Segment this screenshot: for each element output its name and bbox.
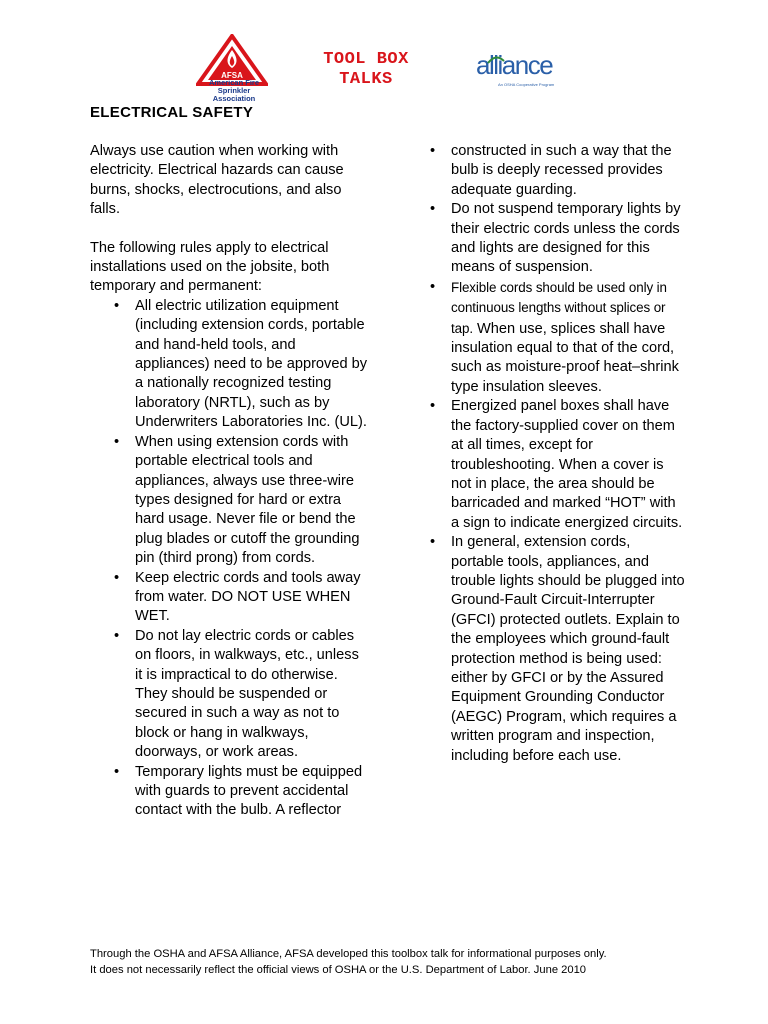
list-item: • Do not suspend temporary lights by their electric cords unless the cords and lights are designed for this means of suspension. (430, 200, 686, 278)
flexible-cords-text: Flexible cords should be used only in continuous lengths without splices or tap. (451, 279, 667, 336)
list-item: • In general, extension cords, portable tools, appliances, and trouble lights should be plugged into Ground-Fault Circuit-Interrupter (GFCI) protected outlets. Explain to the employees which ground-fault protection method is being used: either by GFCI or by the Assured Equipment Grounding Conductor (AEGC) Program, which requires a written program and inspection, including before each use. (430, 533, 686, 766)
toolbox-line-2: TALKS (339, 70, 393, 89)
list-item: • constructed in such a way that the bulb is deeply recessed provides adequate guarding. (430, 142, 686, 200)
list-item-flexible-cords (430, 278, 686, 397)
afsa-logo (196, 34, 268, 103)
toolbox-talks-heading (316, 50, 416, 90)
flexible-cords-continued: When use, splices shall have insulation equal to that of the cord, such as moisture-proof heat–shrink type insulation sleeves. (451, 320, 679, 395)
footer-disclaimer (90, 946, 690, 978)
alliance-wordmark: alliance (476, 50, 553, 80)
list-item: • Do not lay electric cords or cables on floors, in walkways, etc., unless it is impractical to do otherwise. They should be suspended or secured in such a way as not to block or hang in walkways, doorways, or work areas. (90, 627, 370, 763)
page-header (0, 30, 768, 103)
footer-line-1: Through the OSHA and AFSA Alliance, AFSA developed this toolbox talk for informational purposes only. (90, 948, 607, 960)
alliance-subtitle: An OSHA Cooperative Program (498, 82, 555, 87)
alliance-logo (476, 50, 556, 94)
left-bullet-list (90, 297, 370, 821)
list-item: • When using extension cords with portable electrical tools and appliances, always use three-wire types designed for hard or extra hard usage. Never file or bend the plug blades or cutoff the grounding pin (third prong) from cords. (90, 433, 370, 569)
toolbox-line-1: TOOL BOX (323, 50, 409, 69)
alliance-swoosh-icon (486, 55, 506, 65)
list-item: • All electric utilization equipment (including extension cords, portable and hand-held tools, and appliances) need to be approved by a nationally recognized testing laboratory (NRTL), such as by Underwriters Laboratories Inc. (UL). (90, 297, 370, 433)
intro-paragraph: Always use caution when working with electricity. Electrical hazards can cause burns, shocks, electrocutions, and also falls. (90, 143, 344, 218)
list-item: • Temporary lights must be equipped with guards to prevent accidental contact with the bulb. A reflector (90, 763, 370, 821)
page-title: ELECTRICAL SAFETY (90, 104, 254, 121)
list-item: • Energized panel boxes shall have the factory-supplied cover on them at all times, except for troubleshooting. When a cover is not in place, the area should be barricaded and marked “HOT” with a sign to indicate energized circuits. (430, 397, 686, 533)
rules-intro-paragraph: The following rules apply to electrical installations used on the jobsite, both temporary and permanent: (90, 239, 330, 295)
left-column (90, 142, 370, 821)
right-bullet-list (430, 142, 686, 766)
right-column (430, 142, 686, 766)
footer-line-2: It does not necessarily reflect the official views of OSHA or the U.S. Department of Labor. June 2010 (90, 964, 587, 976)
afsa-logo-text: AFSA (221, 71, 243, 80)
list-item: • Keep electric cords and tools away from water. DO NOT USE WHEN WET. (90, 569, 370, 627)
afsa-org-name: American Fire Sprinkler Association (208, 78, 260, 103)
